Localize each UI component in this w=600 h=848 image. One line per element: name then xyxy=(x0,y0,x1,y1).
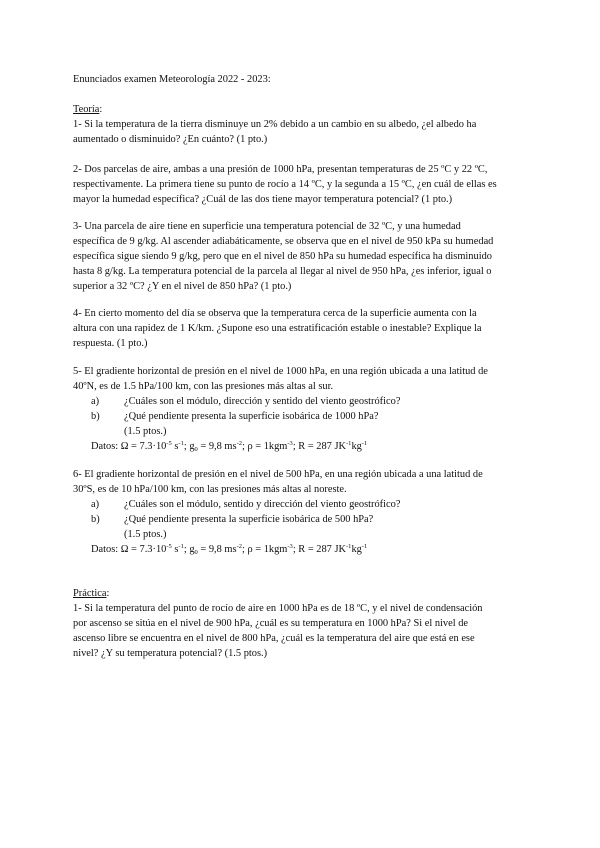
practica-section-heading: Práctica: xyxy=(73,588,110,599)
document-title xyxy=(73,72,533,87)
question-3-line: específica de 9 g/kg. Al ascender adiabáticamente, se observa que en el nivel de 950 kPa su humedad xyxy=(73,236,494,247)
question-2-line: respectivamente. La primera tiene su punto de rocío a 14 ºC, y la segunda a 15 ºC, ¿en cuál de ellas es xyxy=(73,179,497,190)
practice-question-1-line: ascenso libre se encuentra en el nivel de 800 hPa, ¿cuál es la temperatura del aire que está en ese xyxy=(73,633,475,644)
question-2-line: 2- Dos parcelas de aire, ambas a una presión de 1000 hPa, presentan temperaturas de 25 ºC y 22 ºC, xyxy=(73,164,488,175)
question-3 xyxy=(73,219,533,294)
teoria-section-heading: Teoría: xyxy=(73,104,103,115)
question-5-line: 5- El gradiente horizontal de presión en el nivel de 1000 hPa, en una región ubicada a una latitud de xyxy=(73,366,488,377)
question-1-line: 1- Si la temperatura de la tierra disminuye un 2% debido a un cambio en su albedo, ¿el albedo ha xyxy=(73,119,477,130)
question-1-line: aumentado o disminuido? ¿En cuánto? (1 pto.) xyxy=(73,134,268,145)
part-text: ¿Qué pendiente presenta la superficie isobárica de 1000 hPa? xyxy=(124,411,379,422)
question-3-line: superior a 32 ºC? ¿Y en el nivel de 850 hPa? (1 pto.) xyxy=(73,281,292,292)
question-6-line: 6- El gradiente horizontal de presión en el nivel de 500 hPa, en una región ubicada a una latitud de xyxy=(73,469,483,480)
part-label: a) xyxy=(91,499,100,510)
question-4-line: 4- En cierto momento del día se observa que la temperatura cerca de la superficie aumenta con la xyxy=(73,308,477,319)
practice-question-1-line: 1- Si la temperatura del punto de rocío de aire en 1000 hPa es de 18 ºC, y el nivel de condensación xyxy=(73,603,483,614)
question-2 xyxy=(73,162,533,207)
question-3-line: específica sigue siendo 9 g/kg, pero que en el nivel de 850 hPa su humedad específica ha disminuido xyxy=(73,251,492,262)
practice-question-1-line: nivel? ¿Y su temperatura potencial? (1.5 ptos.) xyxy=(73,648,268,659)
part-text: ¿Qué pendiente presenta la superficie isobárica de 500 hPa? xyxy=(124,514,374,525)
part-text: ¿Cuáles son el módulo, sentido y dirección del viento geostrófico? xyxy=(124,499,401,510)
part-text: ¿Cuáles son el módulo, dirección y sentido del viento geostrófico? xyxy=(124,396,401,407)
question-3-line: 3- Una parcela de aire tiene en superficie una temperatura potencial de 32 ºC, y una humedad xyxy=(73,221,461,232)
datos-line: Datos: $\Omega = 7.3\cdot 10^{-5}$ $s^{-1}$; $g_0 = 9,8$ $ms^{-2}$; ρ = 1kgm$^{-3}$; R = 287 $JK^{-1}kg^{-1}$ xyxy=(91,440,368,453)
question-6-points: (1.5 ptos.) xyxy=(124,529,167,540)
part-label: b) xyxy=(91,411,100,422)
title-text: Enunciados examen Meteorología 2022 - 2023: xyxy=(73,74,271,85)
question-4 xyxy=(73,306,533,351)
question-6-line: 30ºS, es de 10 hPa/100 km, con las presiones más altas al noreste. xyxy=(73,484,347,495)
part-label: b) xyxy=(91,514,100,525)
part-label: a) xyxy=(91,396,100,407)
question-4-line: respuesta. (1 pto.) xyxy=(73,338,148,349)
practice-question-1 xyxy=(73,601,533,661)
practica-heading-text: Práctica xyxy=(73,588,107,599)
question-1 xyxy=(73,117,533,147)
question-2-line: mayor la humedad específica? ¿Cuál de las dos tiene mayor temperatura potencial? (1 pto.) xyxy=(73,194,453,205)
question-5-line: 40ºN, es de 1.5 hPa/100 km, con las presiones más altas al sur. xyxy=(73,381,334,392)
practice-question-1-line: por ascenso se sitúa en el nivel de 900 hPa, ¿cuál es su temperatura en 1000 hPa? Si el nivel de xyxy=(73,618,469,629)
question-6 xyxy=(73,467,533,540)
question-3-line: hasta 8 g/kg. La temperatura potencial de la parcela al llegar al nivel de 950 hPa, ¿es inferior, igual o xyxy=(73,266,492,277)
datos-line: Datos: $\Omega = 7.3\cdot 10^{-5}$ $s^{-1}$; $g_0 = 9,8$ $ms^{-2}$; ρ = 1kgm$^{-3}$; R = 287 $JK^{-1}kg^{-1}$ xyxy=(91,543,368,556)
question-4-line: altura con una rapidez de 1 K/km. ¿Supone eso una estratificación estable o inestable? Explique la xyxy=(73,323,482,334)
teoria-heading-text: Teoría xyxy=(73,104,100,115)
question-5-points: (1.5 ptos.) xyxy=(124,426,167,437)
question-5 xyxy=(73,364,533,437)
